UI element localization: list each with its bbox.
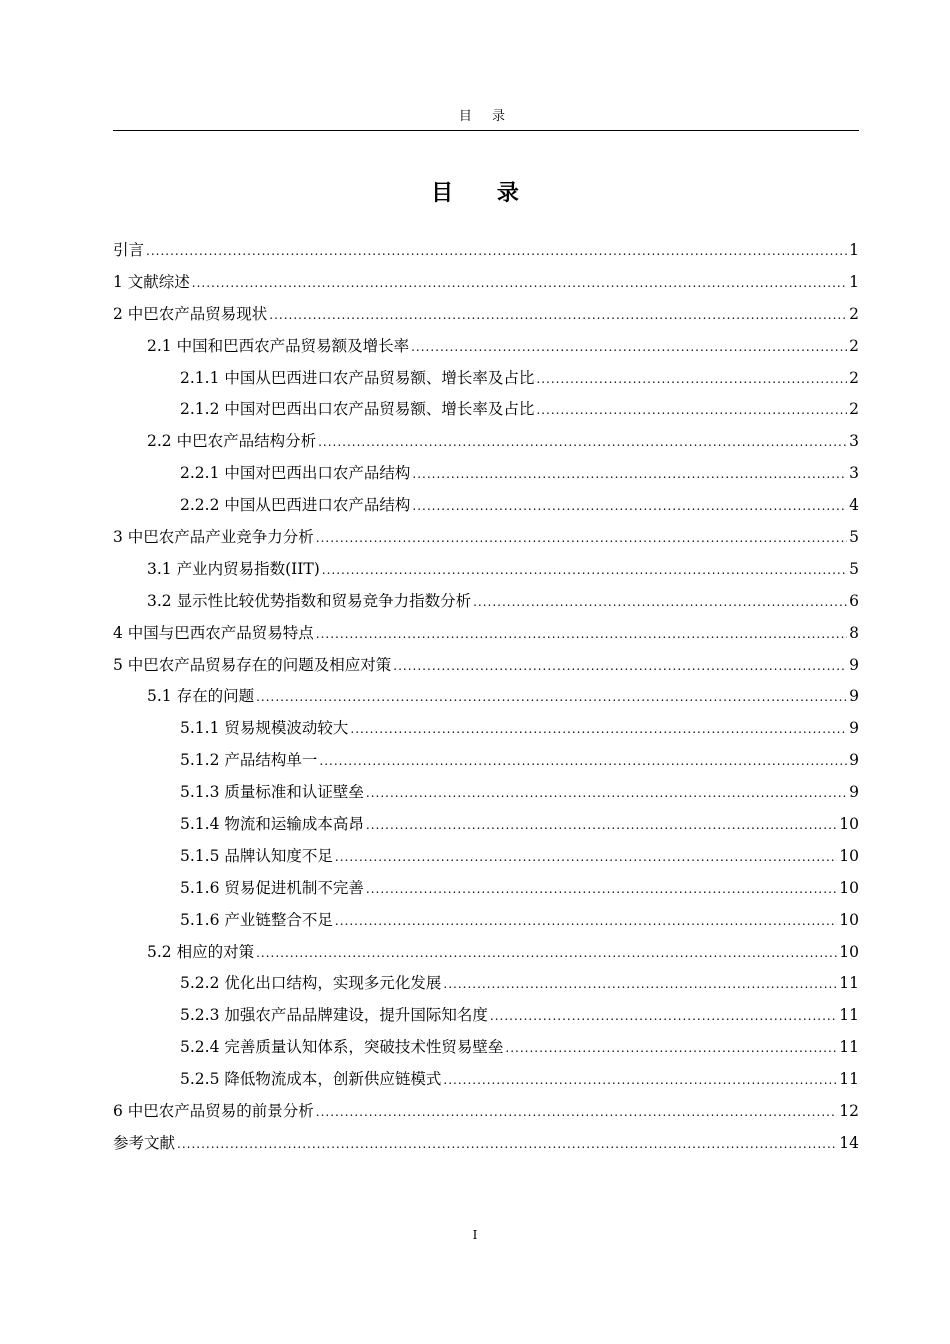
toc-entry-label: 2 中巴农产品贸易现状 (113, 304, 268, 323)
table-of-contents (113, 235, 859, 1160)
toc-leader-dots (411, 332, 847, 364)
toc-entry[interactable] (113, 394, 859, 426)
toc-entry-page: 10 (839, 878, 859, 897)
toc-entry[interactable] (113, 522, 859, 554)
toc-entry-page: 9 (849, 719, 859, 738)
toc-entry-label: 2.2.2 中国从巴西进口农产品结构 (180, 496, 411, 515)
toc-entry[interactable] (113, 586, 859, 618)
toc-leader-dots (146, 236, 847, 268)
page-title: 目 录 (431, 181, 537, 206)
toc-entry-label: 5.2 相应的对策 (147, 942, 255, 961)
toc-entry-page: 11 (839, 974, 859, 993)
toc-leader-dots (366, 778, 847, 810)
toc-entry-label: 5.1.6 产业链整合不足 (180, 910, 333, 929)
toc-entry[interactable] (113, 937, 859, 969)
toc-leader-dots (536, 395, 847, 427)
toc-leader-dots (366, 874, 837, 906)
toc-entry-page: 1 (849, 241, 859, 259)
toc-leader-dots (335, 842, 837, 874)
toc-entry-page: 1 (849, 272, 859, 291)
toc-entry[interactable] (113, 713, 859, 745)
toc-entry[interactable] (113, 490, 859, 522)
toc-entry[interactable] (113, 681, 859, 713)
toc-entry-label: 5.1.2 产品结构单一 (180, 751, 318, 770)
toc-entry-label: 2.2.1 中国对巴西出口农产品结构 (180, 464, 411, 483)
toc-entry[interactable] (113, 458, 859, 490)
toc-leader-dots (350, 714, 847, 746)
toc-leader-dots (316, 523, 847, 555)
toc-leader-dots (473, 587, 847, 619)
toc-entry-label: 5 中巴农产品贸易存在的问题及相应对策 (113, 655, 392, 674)
toc-entry[interactable] (113, 745, 859, 777)
toc-entry-label: 2.1.1 中国从巴西进口农产品贸易额、增长率及占比 (180, 368, 535, 387)
toc-leader-dots (322, 555, 847, 587)
toc-entry-label: 1 文献综述 (113, 272, 190, 291)
toc-leader-dots (319, 746, 847, 778)
toc-entry[interactable] (113, 618, 859, 650)
toc-entry[interactable] (113, 905, 859, 937)
toc-leader-dots (335, 906, 837, 938)
toc-leader-dots (192, 268, 847, 300)
toc-entry-label: 5.1.3 质量标准和认证壁垒 (180, 783, 364, 802)
toc-entry-label: 5.1.6 贸易促进机制不完善 (180, 878, 364, 897)
toc-entry-label: 3.2 显示性比较优势指数和贸易竞争力指数分析 (147, 591, 472, 610)
toc-entry-label: 2.1.2 中国对巴西出口农产品贸易额、增长率及占比 (180, 400, 535, 419)
toc-entry-label: 2.1 中国和巴西农产品贸易额及增长率 (147, 336, 410, 355)
toc-entry-page: 4 (849, 496, 859, 515)
toc-entry-label: 2.2 中巴农产品结构分析 (147, 432, 317, 451)
toc-entry-page: 11 (839, 1038, 859, 1057)
toc-entry-page: 3 (849, 464, 859, 483)
toc-entry-page: 11 (839, 1006, 859, 1025)
toc-entry-page: 10 (839, 942, 859, 961)
toc-entry-page: 14 (839, 1133, 859, 1152)
toc-leader-dots (505, 1033, 837, 1065)
toc-entry[interactable] (113, 873, 859, 905)
toc-leader-dots (256, 938, 837, 970)
toc-entry[interactable] (113, 1000, 859, 1032)
toc-leader-dots (412, 459, 847, 491)
toc-entry-page: 2 (849, 368, 859, 387)
toc-entry-page: 10 (839, 910, 859, 929)
toc-leader-dots (393, 651, 847, 683)
toc-entry-page: 9 (849, 655, 859, 674)
toc-leader-dots (318, 427, 847, 459)
toc-leader-dots (443, 1065, 837, 1097)
toc-leader-dots (177, 1129, 837, 1161)
toc-entry-label: 5.1 存在的问题 (147, 687, 255, 706)
toc-entry-page: 3 (849, 432, 859, 451)
toc-entry-label: 5.1.5 品牌认知度不足 (180, 846, 333, 865)
toc-entry[interactable] (113, 426, 859, 458)
toc-entry[interactable] (113, 841, 859, 873)
toc-entry-label: 5.2.3 加强农产品品牌建设，提升国际知名度 (180, 1006, 488, 1025)
toc-entry[interactable] (113, 299, 859, 331)
toc-entry[interactable] (113, 554, 859, 586)
toc-entry-label: 5.1.4 物流和运输成本高昂 (180, 815, 364, 834)
toc-entry[interactable] (113, 650, 859, 682)
toc-entry-page: 9 (849, 783, 859, 802)
toc-entry[interactable] (113, 1096, 859, 1128)
toc-entry-page: 5 (849, 528, 859, 547)
toc-entry[interactable] (113, 235, 859, 267)
toc-entry-label: 引言 (113, 241, 145, 259)
toc-entry[interactable] (113, 1032, 859, 1064)
toc-leader-dots (412, 491, 847, 523)
toc-entry-label: 3 中巴农产品产业竞争力分析 (113, 528, 314, 547)
toc-entry[interactable] (113, 1064, 859, 1096)
toc-leader-dots (443, 969, 837, 1001)
toc-leader-dots (536, 364, 847, 396)
toc-entry-page: 5 (849, 559, 859, 578)
page-number: I (472, 1228, 478, 1242)
toc-entry-page: 8 (849, 623, 859, 642)
toc-entry[interactable] (113, 331, 859, 363)
toc-leader-dots (316, 1097, 837, 1129)
toc-leader-dots (366, 810, 837, 842)
toc-entry-page: 2 (849, 400, 859, 419)
toc-leader-dots (269, 300, 847, 332)
toc-entry-label: 5.1.1 贸易规模波动较大 (180, 719, 349, 738)
toc-entry[interactable] (113, 809, 859, 841)
toc-leader-dots (316, 619, 847, 651)
toc-entry[interactable] (113, 363, 859, 395)
toc-entry-label: 3.1 产业内贸易指数(IIT) (147, 559, 320, 578)
toc-entry-page: 10 (839, 846, 859, 865)
running-header: 目 录 (113, 108, 859, 131)
toc-entry[interactable] (113, 1128, 859, 1160)
toc-entry-page: 6 (849, 591, 859, 610)
toc-leader-dots (256, 682, 847, 714)
toc-entry-label: 5.2.5 降低物流成本，创新供应链模式 (180, 1070, 442, 1089)
toc-entry-label: 参考文献 (113, 1133, 176, 1152)
toc-entry[interactable] (113, 777, 859, 809)
toc-leader-dots (490, 1001, 837, 1033)
toc-entry-page: 9 (849, 751, 859, 770)
toc-entry-label: 4 中国与巴西农产品贸易特点 (113, 623, 314, 642)
toc-entry-page: 9 (849, 687, 859, 706)
toc-entry[interactable] (113, 968, 859, 1000)
toc-entry-page: 2 (849, 336, 859, 355)
toc-entry-page: 12 (839, 1102, 859, 1121)
toc-entry-label: 5.2.4 完善质量认知体系，突破技术性贸易壁垒 (180, 1038, 504, 1057)
toc-entry-label: 5.2.2 优化出口结构，实现多元化发展 (180, 974, 442, 993)
toc-entry[interactable] (113, 267, 859, 299)
toc-entry-label: 6 中巴农产品贸易的前景分析 (113, 1102, 314, 1121)
toc-entry-page: 10 (839, 815, 859, 834)
toc-entry-page: 11 (839, 1070, 859, 1089)
toc-entry-page: 2 (849, 304, 859, 323)
